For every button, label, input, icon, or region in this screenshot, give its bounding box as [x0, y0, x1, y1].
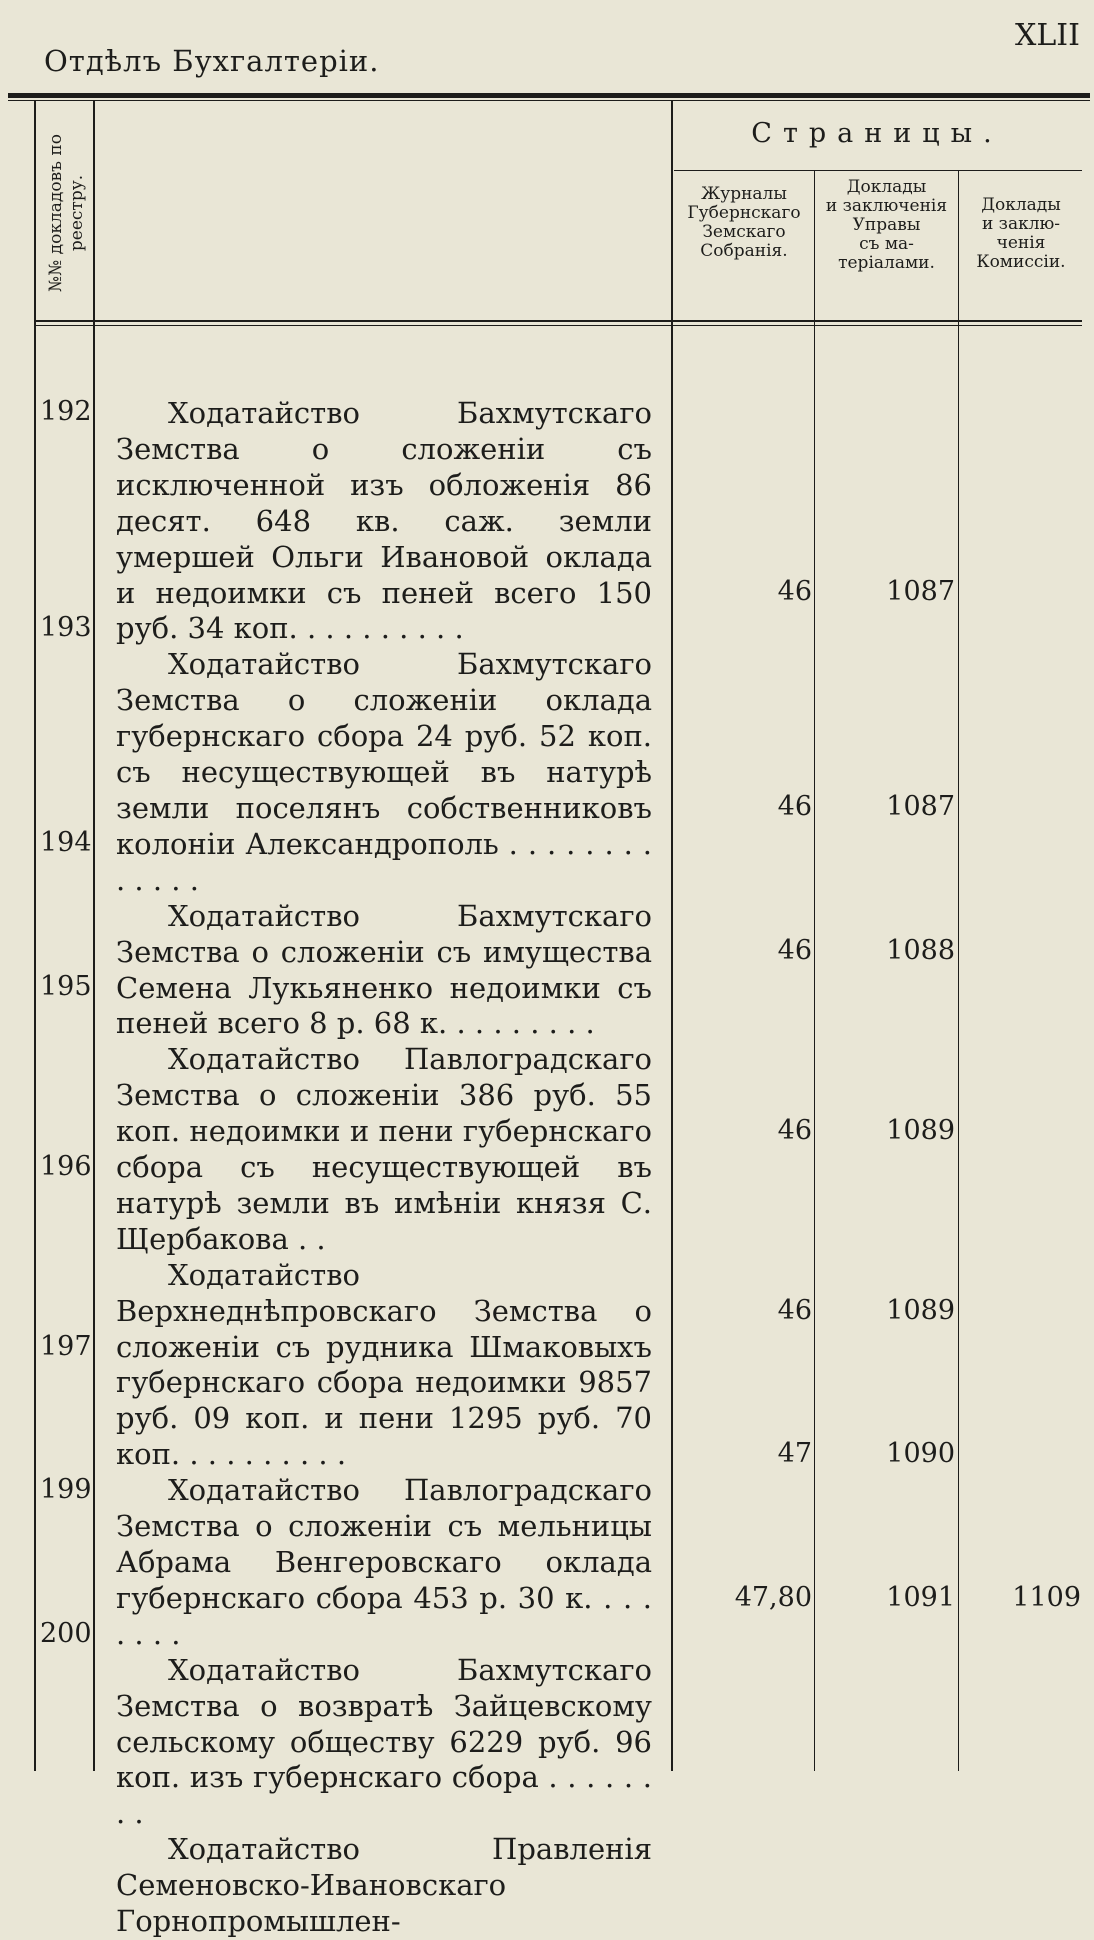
uprava-page-cell: 1087 [886, 576, 955, 607]
table-row [116, 1653, 652, 1833]
header-divider [674, 170, 1082, 171]
entry-text: Ходатайство Павлоградскаго Земства о сложеніи съ мельницы Абрама Венгеровскаго оклада губернскаго сбора 453 р. 30 к. . . . . . . . [116, 1473, 652, 1651]
column-header-number: №№ докладовъ по реестру. [46, 134, 87, 292]
entry-text: Ходатайство Верхнеднѣпровскаго Земства о сложеніи съ рудника Шмаковыхъ губернскаго сбора недоимки 9857 руб. 09 коп. и пени 1295 руб. 70 коп. . . . . . . . . . [116, 1257, 652, 1472]
header-bottom-rule-thin [34, 325, 1082, 326]
journal-page-cell: 46 [777, 791, 812, 822]
entries-column [116, 396, 652, 1940]
header-bottom-rule [34, 320, 1082, 322]
journal-page-cell: 47,80 [734, 1582, 812, 1613]
journal-page-cell: 47 [777, 1438, 812, 1469]
entry-text: Ходатайство Правленія Семеновско-Ивановскаго Горнопромышлен- [116, 1832, 652, 1939]
column-group-header-pages: Страницы. [751, 118, 1003, 149]
row-number: 197 [40, 1331, 92, 1362]
table-row [116, 899, 652, 1043]
entry-text: Ходатайство Бахмутскаго Земства о сложеніи оклада губернскаго сбора 24 руб. 52 коп. съ несуществующей въ натурѣ земли поселянъ собственниковъ колоніи Александрополь . . . . . . . . . . . . . [116, 647, 652, 897]
table-row [116, 1832, 652, 1940]
row-number: 193 [40, 612, 92, 643]
column-header-uprava-reports: Доклады и заключенія Управы съ ма- теріалами. [825, 177, 948, 273]
journal-page-cell: 46 [777, 935, 812, 966]
journal-page-cell: 46 [777, 1115, 812, 1146]
table-row [116, 1258, 652, 1473]
entry-text: Ходатайство Бахмутскаго Земства о сложеніи съ имущества Семена Лукьяненко недоимки съ пеней всего 8 р. 68 к. . . . . . . . . [116, 898, 652, 1041]
column-header-commission-reports: Доклады и заклю- ченія Комиссіи. [976, 195, 1066, 272]
column-divider [93, 100, 95, 1771]
header-rule-thin [8, 100, 1090, 101]
uprava-page-cell: 1090 [886, 1438, 955, 1469]
uprava-page-cell: 1089 [886, 1115, 955, 1146]
table-row [116, 396, 652, 647]
row-number: 199 [40, 1474, 92, 1505]
header-rule [8, 93, 1090, 98]
journal-page-cell: 46 [777, 576, 812, 607]
journal-page-cell: 46 [777, 1295, 812, 1326]
page-number: XLII [1015, 18, 1080, 53]
uprava-page-cell: 1089 [886, 1295, 955, 1326]
table-row [116, 647, 652, 898]
uprava-page-cell: 1088 [886, 935, 955, 966]
department-title: Отдѣлъ Бухгалтеріи. [44, 44, 380, 78]
uprava-page-cell: 1087 [886, 791, 955, 822]
table-row [116, 1473, 652, 1653]
row-number: 196 [40, 1151, 92, 1182]
entry-text: Ходатайство Бахмутскаго Земства о возвратѣ Зайцевскому сельскому обществу 6229 руб. 96 коп. изъ губернскаго сбора . . . . . . . . [116, 1652, 652, 1831]
entry-text: Ходатайство Павлоградскаго Земства о сложеніи 386 руб. 55 коп. недоимки и пени губернскаго сбора съ несуществующей въ натурѣ земли въ имѣніи князя С. Щербакова . . [116, 1042, 652, 1256]
column-divider [671, 100, 673, 1771]
entry-text: Ходатайство Бахмутскаго Земства о сложеніи съ исключенной изъ обложенія 86 десят. 648 кв. саж. земли умершей Ольги Ивановой оклада и недоимки съ пеней всего 150 руб. 34 коп. . . . . . . . . . [116, 396, 652, 646]
row-number: 195 [40, 971, 92, 1002]
column-divider [958, 170, 959, 1771]
row-number: 200 [40, 1618, 92, 1649]
uprava-page-cell: 1091 [886, 1582, 955, 1613]
table-row [116, 1042, 652, 1257]
column-divider [814, 170, 815, 1771]
row-number: 192 [40, 396, 92, 427]
column-header-journals: Журналы Губернскаго Земскаго Собранія. [687, 184, 801, 261]
row-number: 194 [40, 827, 92, 858]
table-border-left [34, 100, 36, 1771]
commission-page-cell: 1109 [1012, 1582, 1081, 1613]
